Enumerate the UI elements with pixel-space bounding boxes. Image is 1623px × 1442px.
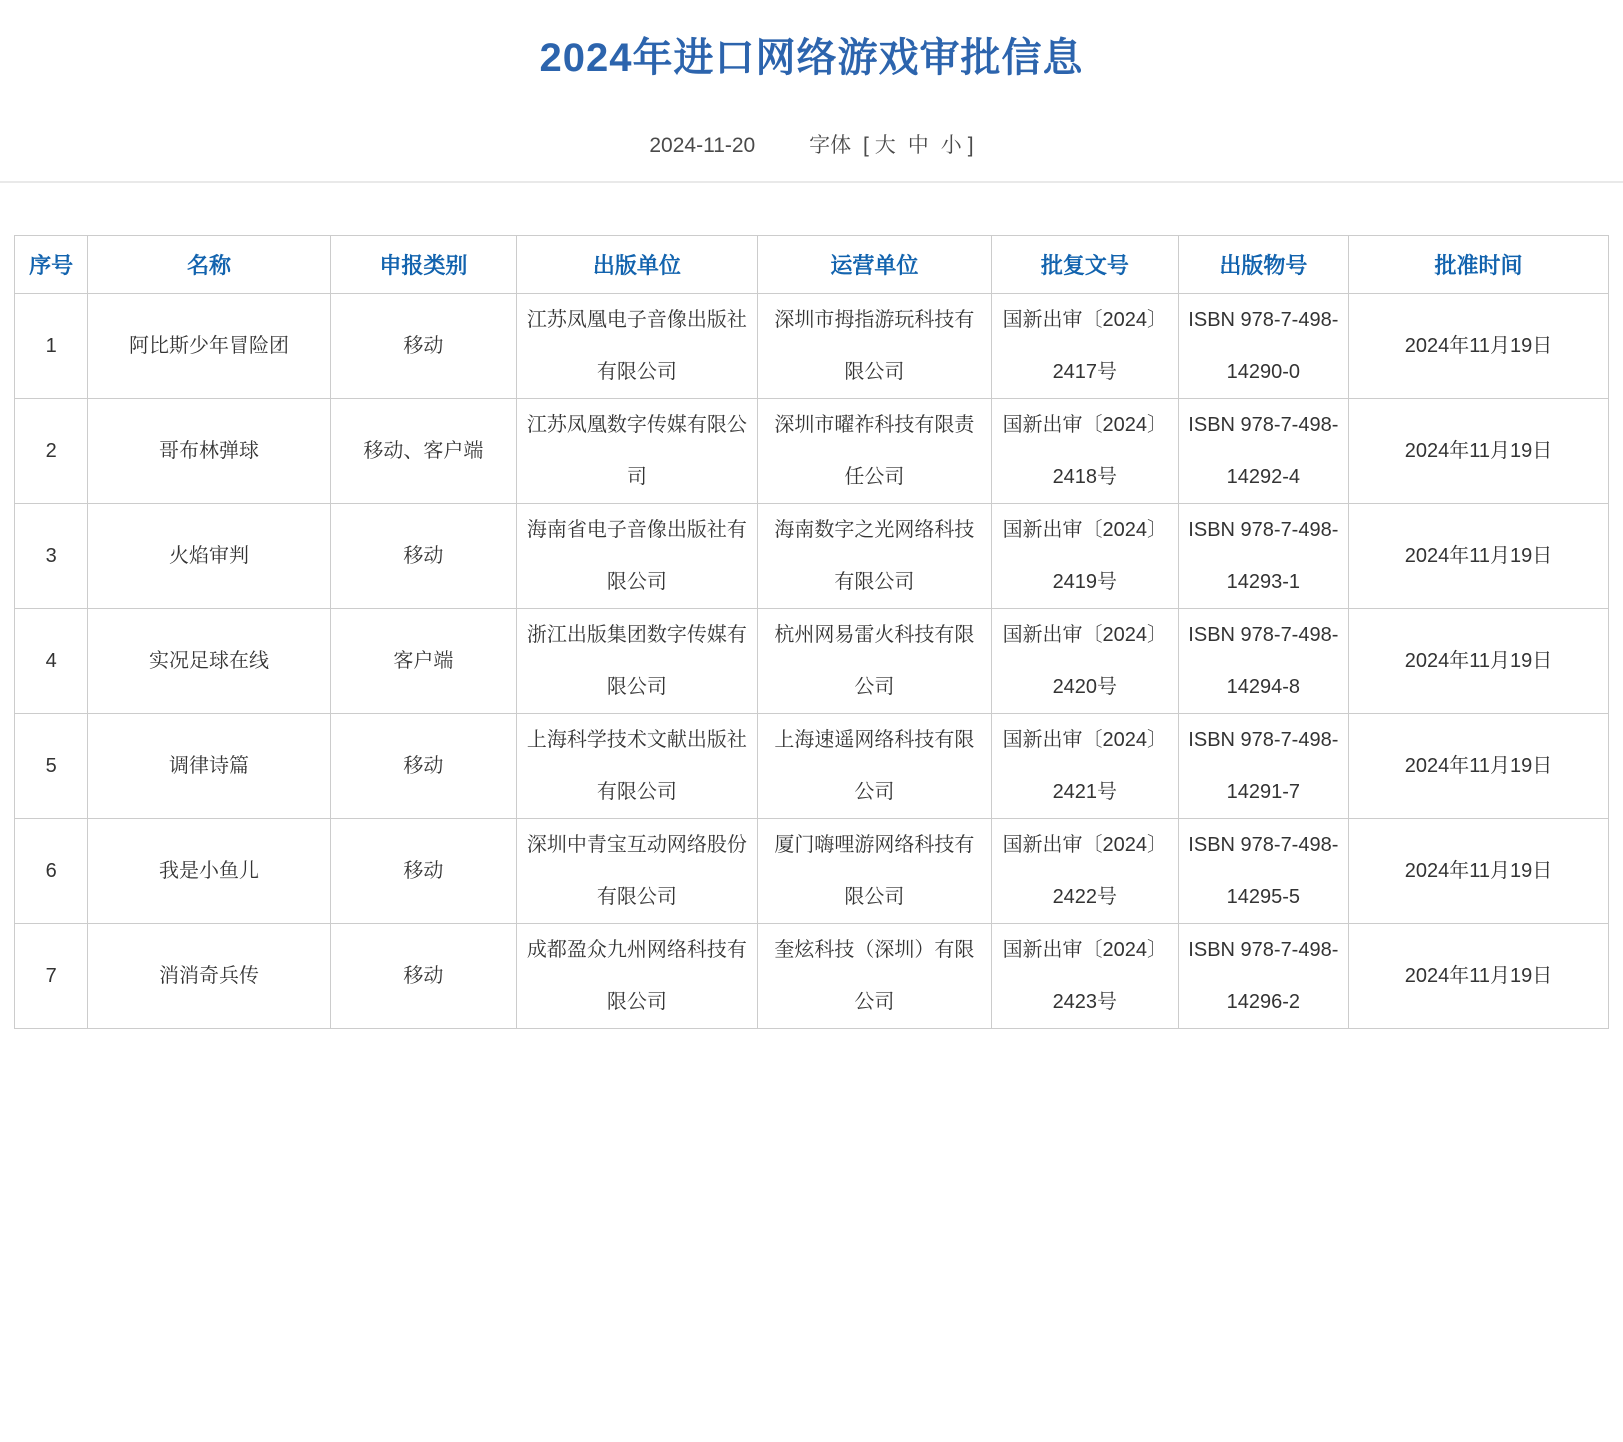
table-cell: 调律诗篇 [88,714,330,819]
table-cell: 客户端 [330,609,516,714]
column-header: 序号 [15,236,88,294]
table-header-row [15,236,1609,294]
table-row [15,504,1609,609]
table-cell: 6 [15,819,88,924]
table-cell: 上海科学技术文献出版社有限公司 [517,714,758,819]
table-cell: 国新出审〔2024〕2422号 [992,819,1178,924]
table-cell: 1 [15,294,88,399]
table-cell: 2024年11月19日 [1349,609,1609,714]
column-header: 名称 [88,236,330,294]
table-cell: 深圳市曜祚科技有限责任公司 [757,399,991,504]
table-cell: 阿比斯少年冒险团 [88,294,330,399]
table-cell: ISBN 978-7-498-14290-0 [1178,294,1349,399]
font-size-small-button[interactable]: 小 [940,134,962,157]
table-cell: 江苏凤凰电子音像出版社有限公司 [517,294,758,399]
table-cell: 国新出审〔2024〕2423号 [992,924,1178,1029]
table-cell: 实况足球在线 [88,609,330,714]
approval-table [14,235,1609,1029]
table-cell: ISBN 978-7-498-14293-1 [1178,504,1349,609]
table-cell: 4 [15,609,88,714]
table-cell: ISBN 978-7-498-14295-5 [1178,819,1349,924]
table-cell: 我是小鱼儿 [88,819,330,924]
table-cell: 奎炫科技（深圳）有限公司 [757,924,991,1029]
table-row [15,399,1609,504]
table-cell: 2024年11月19日 [1349,399,1609,504]
table-cell: 国新出审〔2024〕2420号 [992,609,1178,714]
font-size-medium-button[interactable]: 中 [907,134,929,157]
table-row [15,714,1609,819]
table-cell: 移动 [330,504,516,609]
font-bracket-open: [ [862,134,869,157]
table-row [15,609,1609,714]
table-cell: 移动 [330,714,516,819]
table-cell: 深圳中青宝互动网络股份有限公司 [517,819,758,924]
table-cell: 国新出审〔2024〕2421号 [992,714,1178,819]
table-cell: 2024年11月19日 [1349,714,1609,819]
table-cell: 移动 [330,294,516,399]
table-cell: 海南数字之光网络科技有限公司 [757,504,991,609]
table-cell: 哥布林弹球 [88,399,330,504]
table-cell: 2024年11月19日 [1349,504,1609,609]
table-cell: 消消奇兵传 [88,924,330,1029]
table-cell: 2024年11月19日 [1349,819,1609,924]
column-header: 批准时间 [1349,236,1609,294]
table-cell: 移动 [330,924,516,1029]
font-size-large-button[interactable]: 大 [874,134,896,157]
table-cell: 浙江出版集团数字传媒有限公司 [517,609,758,714]
table-cell: 移动 [330,819,516,924]
table-cell: ISBN 978-7-498-14294-8 [1178,609,1349,714]
table-cell: 2 [15,399,88,504]
table-row [15,294,1609,399]
table-cell: ISBN 978-7-498-14296-2 [1178,924,1349,1029]
table-cell: 厦门嗨哩游网络科技有限公司 [757,819,991,924]
table-cell: 杭州网易雷火科技有限公司 [757,609,991,714]
table-cell: ISBN 978-7-498-14292-4 [1178,399,1349,504]
column-header: 批复文号 [992,236,1178,294]
column-header: 运营单位 [757,236,991,294]
table-cell: 3 [15,504,88,609]
table-cell: 成都盈众九州网络科技有限公司 [517,924,758,1029]
column-header: 出版物号 [1178,236,1349,294]
table-cell: 2024年11月19日 [1349,924,1609,1029]
table-row [15,819,1609,924]
table-cell: 2024年11月19日 [1349,294,1609,399]
table-cell: 深圳市拇指游玩科技有限公司 [757,294,991,399]
table-cell: 7 [15,924,88,1029]
table-cell: 海南省电子音像出版社有限公司 [517,504,758,609]
section-divider [0,181,1623,183]
table-cell: 上海速遥网络科技有限公司 [757,714,991,819]
table-cell: 国新出审〔2024〕2419号 [992,504,1178,609]
column-header: 出版单位 [517,236,758,294]
table-cell: 火焰审判 [88,504,330,609]
font-size-label: 字体 [809,134,852,157]
meta-bar [0,129,1623,159]
font-bracket-close: ] [967,134,974,157]
table-cell: 移动、客户端 [330,399,516,504]
table-cell: 国新出审〔2024〕2417号 [992,294,1178,399]
table-cell: ISBN 978-7-498-14291-7 [1178,714,1349,819]
table-cell: 5 [15,714,88,819]
publish-date: 2024-11-20 [649,134,756,157]
column-header: 申报类别 [330,236,516,294]
page-title: 2024年进口网络游戏审批信息 [539,36,1084,80]
table-row [15,924,1609,1029]
table-cell: 江苏凤凰数字传媒有限公司 [517,399,758,504]
table-cell: 国新出审〔2024〕2418号 [992,399,1178,504]
